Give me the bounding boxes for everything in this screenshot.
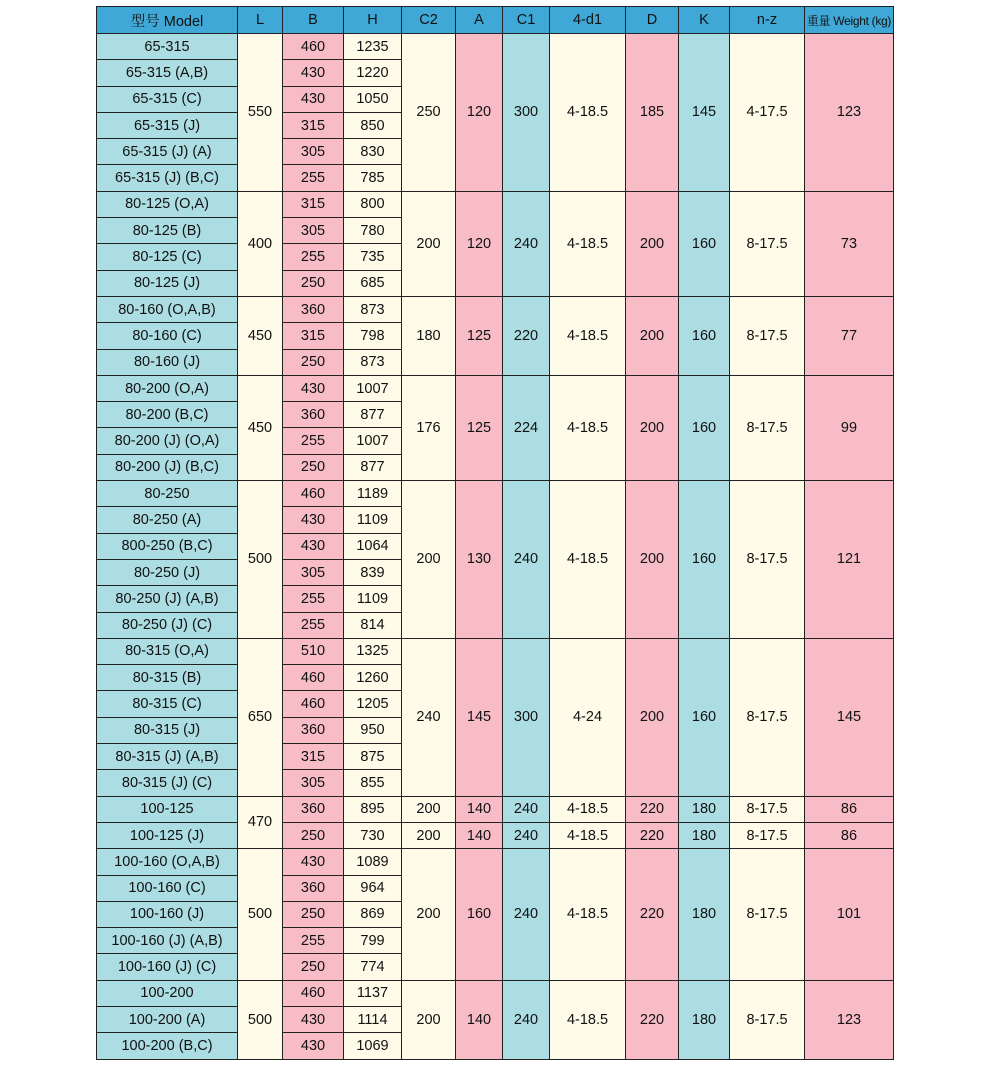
b-cell: 250 xyxy=(283,349,344,375)
d-cell: 220 xyxy=(626,849,679,980)
4-d1-cell: 4-18.5 xyxy=(550,980,626,1059)
b-cell: 360 xyxy=(283,296,344,322)
b-cell: 250 xyxy=(283,901,344,927)
d-cell: 200 xyxy=(626,191,679,296)
k-cell: 160 xyxy=(679,375,730,480)
h-cell: 1114 xyxy=(344,1006,402,1032)
c2-cell: 200 xyxy=(402,481,456,639)
b-cell: 460 xyxy=(283,34,344,60)
weight-cell: 77 xyxy=(805,296,894,375)
header-row xyxy=(97,7,894,34)
h-cell: 798 xyxy=(344,323,402,349)
model-cell: 80-250 xyxy=(97,481,238,507)
b-cell: 250 xyxy=(283,822,344,848)
table-row xyxy=(97,191,894,217)
b-cell: 315 xyxy=(283,112,344,138)
table-row xyxy=(97,638,894,664)
c1-cell: 240 xyxy=(503,796,550,822)
model-cell: 80-315 (B) xyxy=(97,665,238,691)
b-cell: 360 xyxy=(283,875,344,901)
b-cell: 315 xyxy=(283,191,344,217)
h-cell: 964 xyxy=(344,875,402,901)
b-cell: 255 xyxy=(283,165,344,191)
a-cell: 140 xyxy=(456,822,503,848)
h-cell: 873 xyxy=(344,349,402,375)
h-cell: 855 xyxy=(344,770,402,796)
c1-cell: 240 xyxy=(503,822,550,848)
table-row xyxy=(97,481,894,507)
l-cell: 470 xyxy=(238,796,283,849)
weight-cell: 86 xyxy=(805,822,894,848)
d-cell: 220 xyxy=(626,796,679,822)
c2-cell: 200 xyxy=(402,980,456,1059)
model-cell: 80-200 (J) (B,C) xyxy=(97,454,238,480)
n-z-cell: 8-17.5 xyxy=(730,638,805,796)
model-cell: 65-315 (C) xyxy=(97,86,238,112)
h-cell: 877 xyxy=(344,402,402,428)
model-cell: 100-160 (J) (C) xyxy=(97,954,238,980)
model-cell: 80-160 (C) xyxy=(97,323,238,349)
4-d1-cell: 4-18.5 xyxy=(550,481,626,639)
k-cell: 180 xyxy=(679,822,730,848)
a-cell: 120 xyxy=(456,34,503,192)
l-cell: 500 xyxy=(238,849,283,980)
4-d1-cell: 4-18.5 xyxy=(550,34,626,192)
table-row xyxy=(97,849,894,875)
c1-cell: 300 xyxy=(503,638,550,796)
header-c1: C1 xyxy=(503,7,550,34)
h-cell: 1109 xyxy=(344,586,402,612)
c2-cell: 176 xyxy=(402,375,456,480)
c2-cell: 200 xyxy=(402,191,456,296)
c2-cell: 200 xyxy=(402,849,456,980)
b-cell: 460 xyxy=(283,481,344,507)
d-cell: 220 xyxy=(626,822,679,848)
h-cell: 1089 xyxy=(344,849,402,875)
d-cell: 200 xyxy=(626,638,679,796)
model-cell: 80-125 (C) xyxy=(97,244,238,270)
k-cell: 160 xyxy=(679,296,730,375)
model-cell: 80-315 (C) xyxy=(97,691,238,717)
b-cell: 460 xyxy=(283,980,344,1006)
h-cell: 875 xyxy=(344,744,402,770)
k-cell: 180 xyxy=(679,796,730,822)
a-cell: 130 xyxy=(456,481,503,639)
c2-cell: 200 xyxy=(402,822,456,848)
h-cell: 1220 xyxy=(344,60,402,86)
n-z-cell: 8-17.5 xyxy=(730,822,805,848)
h-cell: 850 xyxy=(344,112,402,138)
4-d1-cell: 4-18.5 xyxy=(550,849,626,980)
model-cell: 100-160 (C) xyxy=(97,875,238,901)
n-z-cell: 8-17.5 xyxy=(730,796,805,822)
header-l: L xyxy=(238,7,283,34)
model-cell: 80-125 (B) xyxy=(97,218,238,244)
model-cell: 65-315 (A,B) xyxy=(97,60,238,86)
b-cell: 360 xyxy=(283,402,344,428)
b-cell: 430 xyxy=(283,60,344,86)
weight-cell: 145 xyxy=(805,638,894,796)
n-z-cell: 8-17.5 xyxy=(730,375,805,480)
model-cell: 100-160 (O,A,B) xyxy=(97,849,238,875)
table-row xyxy=(97,375,894,401)
spec-table-body xyxy=(97,34,894,1060)
b-cell: 250 xyxy=(283,954,344,980)
l-cell: 500 xyxy=(238,481,283,639)
b-cell: 460 xyxy=(283,691,344,717)
model-cell: 100-160 (J) (A,B) xyxy=(97,928,238,954)
h-cell: 1069 xyxy=(344,1033,402,1059)
b-cell: 430 xyxy=(283,86,344,112)
c1-cell: 240 xyxy=(503,849,550,980)
l-cell: 450 xyxy=(238,296,283,375)
d-cell: 200 xyxy=(626,375,679,480)
a-cell: 160 xyxy=(456,849,503,980)
c2-cell: 240 xyxy=(402,638,456,796)
weight-cell: 121 xyxy=(805,481,894,639)
b-cell: 255 xyxy=(283,586,344,612)
h-cell: 869 xyxy=(344,901,402,927)
c1-cell: 240 xyxy=(503,980,550,1059)
b-cell: 315 xyxy=(283,744,344,770)
weight-cell: 101 xyxy=(805,849,894,980)
l-cell: 650 xyxy=(238,638,283,796)
h-cell: 1325 xyxy=(344,638,402,664)
b-cell: 305 xyxy=(283,139,344,165)
b-cell: 430 xyxy=(283,1006,344,1032)
h-cell: 1189 xyxy=(344,481,402,507)
weight-cell: 123 xyxy=(805,34,894,192)
weight-cell: 123 xyxy=(805,980,894,1059)
b-cell: 255 xyxy=(283,244,344,270)
weight-cell: 99 xyxy=(805,375,894,480)
a-cell: 145 xyxy=(456,638,503,796)
c1-cell: 240 xyxy=(503,191,550,296)
header-k: K xyxy=(679,7,730,34)
model-cell: 100-125 (J) xyxy=(97,822,238,848)
h-cell: 895 xyxy=(344,796,402,822)
b-cell: 305 xyxy=(283,559,344,585)
model-cell: 100-200 (B,C) xyxy=(97,1033,238,1059)
model-cell: 80-315 (J) xyxy=(97,717,238,743)
header-c2: C2 xyxy=(402,7,456,34)
c1-cell: 220 xyxy=(503,296,550,375)
h-cell: 1137 xyxy=(344,980,402,1006)
header-4-d1: 4-d1 xyxy=(550,7,626,34)
4-d1-cell: 4-24 xyxy=(550,638,626,796)
b-cell: 510 xyxy=(283,638,344,664)
model-cell: 80-125 (O,A) xyxy=(97,191,238,217)
a-cell: 140 xyxy=(456,796,503,822)
h-cell: 1260 xyxy=(344,665,402,691)
table-row xyxy=(97,296,894,322)
4-d1-cell: 4-18.5 xyxy=(550,796,626,822)
h-cell: 1109 xyxy=(344,507,402,533)
model-cell: 65-315 xyxy=(97,34,238,60)
model-cell: 80-200 (J) (O,A) xyxy=(97,428,238,454)
b-cell: 430 xyxy=(283,533,344,559)
n-z-cell: 8-17.5 xyxy=(730,296,805,375)
model-cell: 80-200 (O,A) xyxy=(97,375,238,401)
l-cell: 500 xyxy=(238,980,283,1059)
h-cell: 873 xyxy=(344,296,402,322)
h-cell: 1064 xyxy=(344,533,402,559)
d-cell: 200 xyxy=(626,296,679,375)
b-cell: 360 xyxy=(283,796,344,822)
h-cell: 877 xyxy=(344,454,402,480)
h-cell: 735 xyxy=(344,244,402,270)
c2-cell: 200 xyxy=(402,796,456,822)
4-d1-cell: 4-18.5 xyxy=(550,375,626,480)
a-cell: 120 xyxy=(456,191,503,296)
h-cell: 774 xyxy=(344,954,402,980)
model-cell: 80-315 (J) (C) xyxy=(97,770,238,796)
header-b: B xyxy=(283,7,344,34)
n-z-cell: 8-17.5 xyxy=(730,980,805,1059)
model-cell: 80-250 (J) xyxy=(97,559,238,585)
model-cell: 80-250 (J) (A,B) xyxy=(97,586,238,612)
d-cell: 200 xyxy=(626,481,679,639)
table-row xyxy=(97,796,894,822)
h-cell: 1007 xyxy=(344,428,402,454)
4-d1-cell: 4-18.5 xyxy=(550,191,626,296)
header-weight: 重量 Weight (kg) xyxy=(805,7,894,34)
model-cell: 65-315 (J) (B,C) xyxy=(97,165,238,191)
model-cell: 65-315 (J) xyxy=(97,112,238,138)
k-cell: 180 xyxy=(679,980,730,1059)
h-cell: 950 xyxy=(344,717,402,743)
k-cell: 145 xyxy=(679,34,730,192)
c1-cell: 240 xyxy=(503,481,550,639)
h-cell: 685 xyxy=(344,270,402,296)
b-cell: 430 xyxy=(283,1033,344,1059)
n-z-cell: 8-17.5 xyxy=(730,191,805,296)
b-cell: 255 xyxy=(283,928,344,954)
table-row xyxy=(97,980,894,1006)
header-model: 型号 Model xyxy=(97,7,238,34)
k-cell: 180 xyxy=(679,849,730,980)
4-d1-cell: 4-18.5 xyxy=(550,296,626,375)
h-cell: 1007 xyxy=(344,375,402,401)
table-row xyxy=(97,34,894,60)
weight-cell: 86 xyxy=(805,796,894,822)
b-cell: 250 xyxy=(283,270,344,296)
h-cell: 785 xyxy=(344,165,402,191)
b-cell: 305 xyxy=(283,770,344,796)
d-cell: 185 xyxy=(626,34,679,192)
spec-table xyxy=(96,6,894,1060)
b-cell: 430 xyxy=(283,849,344,875)
h-cell: 1235 xyxy=(344,34,402,60)
l-cell: 450 xyxy=(238,375,283,480)
model-cell: 100-160 (J) xyxy=(97,901,238,927)
h-cell: 1205 xyxy=(344,691,402,717)
model-cell: 80-250 (J) (C) xyxy=(97,612,238,638)
a-cell: 125 xyxy=(456,296,503,375)
b-cell: 305 xyxy=(283,218,344,244)
model-cell: 65-315 (J) (A) xyxy=(97,139,238,165)
h-cell: 830 xyxy=(344,139,402,165)
h-cell: 799 xyxy=(344,928,402,954)
h-cell: 730 xyxy=(344,822,402,848)
h-cell: 814 xyxy=(344,612,402,638)
b-cell: 430 xyxy=(283,507,344,533)
k-cell: 160 xyxy=(679,638,730,796)
weight-cell: 73 xyxy=(805,191,894,296)
l-cell: 400 xyxy=(238,191,283,296)
b-cell: 315 xyxy=(283,323,344,349)
header-n-z: n-z xyxy=(730,7,805,34)
b-cell: 360 xyxy=(283,717,344,743)
h-cell: 800 xyxy=(344,191,402,217)
k-cell: 160 xyxy=(679,481,730,639)
model-cell: 100-125 xyxy=(97,796,238,822)
n-z-cell: 4-17.5 xyxy=(730,34,805,192)
model-cell: 80-160 (O,A,B) xyxy=(97,296,238,322)
model-cell: 800-250 (B,C) xyxy=(97,533,238,559)
table-row xyxy=(97,822,894,848)
b-cell: 255 xyxy=(283,428,344,454)
a-cell: 125 xyxy=(456,375,503,480)
b-cell: 255 xyxy=(283,612,344,638)
model-cell: 80-125 (J) xyxy=(97,270,238,296)
4-d1-cell: 4-18.5 xyxy=(550,822,626,848)
h-cell: 1050 xyxy=(344,86,402,112)
model-cell: 80-315 (O,A) xyxy=(97,638,238,664)
h-cell: 780 xyxy=(344,218,402,244)
k-cell: 160 xyxy=(679,191,730,296)
c1-cell: 300 xyxy=(503,34,550,192)
model-cell: 100-200 xyxy=(97,980,238,1006)
c1-cell: 224 xyxy=(503,375,550,480)
l-cell: 550 xyxy=(238,34,283,192)
h-cell: 839 xyxy=(344,559,402,585)
header-a: A xyxy=(456,7,503,34)
n-z-cell: 8-17.5 xyxy=(730,481,805,639)
model-cell: 80-315 (J) (A,B) xyxy=(97,744,238,770)
c2-cell: 180 xyxy=(402,296,456,375)
b-cell: 250 xyxy=(283,454,344,480)
header-d: D xyxy=(626,7,679,34)
a-cell: 140 xyxy=(456,980,503,1059)
model-cell: 80-250 (A) xyxy=(97,507,238,533)
b-cell: 430 xyxy=(283,375,344,401)
model-cell: 80-200 (B,C) xyxy=(97,402,238,428)
n-z-cell: 8-17.5 xyxy=(730,849,805,980)
c2-cell: 250 xyxy=(402,34,456,192)
model-cell: 80-160 (J) xyxy=(97,349,238,375)
model-cell: 100-200 (A) xyxy=(97,1006,238,1032)
header-h: H xyxy=(344,7,402,34)
d-cell: 220 xyxy=(626,980,679,1059)
b-cell: 460 xyxy=(283,665,344,691)
